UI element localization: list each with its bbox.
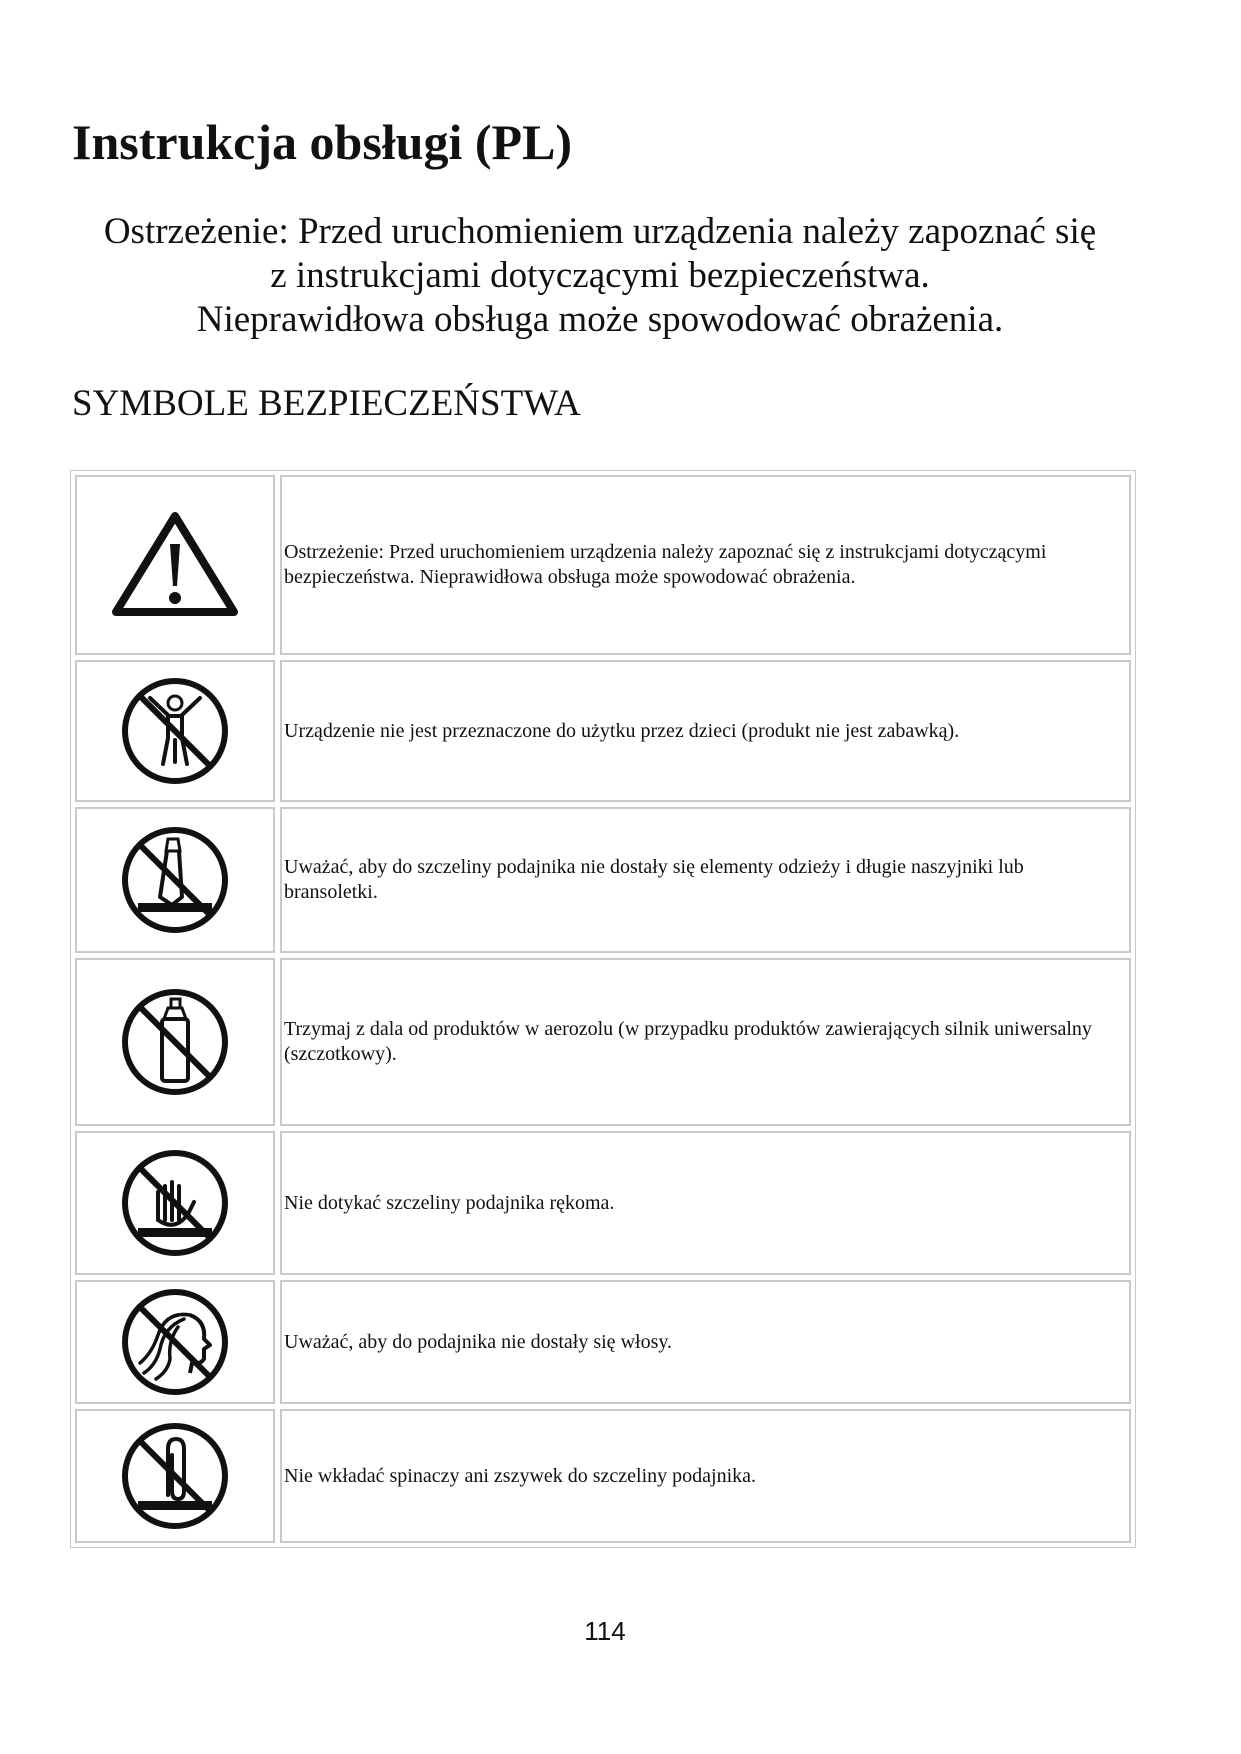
symbol-description: Uważać, aby do podajnika nie dostały się włosy.: [284, 1330, 673, 1353]
symbol-description: Nie dotykać szczeliny podajnika rękoma.: [284, 1191, 615, 1214]
warning-line: Nieprawidłowa obsługa może spowodować obrażenia.: [196, 299, 1004, 340]
symbol-description: Ostrzeżenie: Przed uruchomieniem urządzenia należy zapoznać się z instrukcjami dotyczącymi bezpieczeństwa. Nieprawidłowa obsługa może spowodować obrażenia.: [284, 541, 1047, 588]
icon-cell: [75, 807, 275, 953]
no-aerosol-icon: [120, 987, 230, 1097]
warning-line: z instrukcjami dotyczącymi bezpieczeństwa.: [270, 255, 930, 296]
symbol-description: Nie wkładać spinaczy ani zszywek do szczeliny podajnika.: [284, 1464, 757, 1487]
description-cell: [280, 807, 1131, 953]
table-row: [75, 1131, 1131, 1275]
no-children-icon: [120, 676, 230, 786]
icon-cell: [75, 660, 275, 802]
description-cell: [280, 1131, 1131, 1275]
no-hands-icon: [120, 1148, 230, 1258]
table-row: [75, 660, 1131, 802]
icon-cell: [75, 475, 275, 655]
no-paperclip-icon: [120, 1421, 230, 1531]
description-cell: [280, 1409, 1131, 1543]
description-cell: [280, 958, 1131, 1126]
icon-cell: [75, 1280, 275, 1404]
no-hair-icon: [120, 1287, 230, 1397]
table-row: [75, 1280, 1131, 1404]
page-title: Instrukcja obsługi (PL): [72, 114, 573, 170]
icon-cell: [75, 958, 275, 1126]
symbol-description: Trzymaj z dala od produktów w aerozolu (w przypadku produktów zawierających silnik uniwersalny (szczotkowy).: [284, 1018, 1092, 1065]
icon-cell: [75, 1131, 275, 1275]
symbol-description: Uważać, aby do szczeliny podajnika nie dostały się elementy odzieży i długie naszyjniki lub bransoletki.: [284, 856, 1024, 903]
description-cell: [280, 1280, 1131, 1404]
table-row: [75, 807, 1131, 953]
symbol-description: Urządzenie nie jest przeznaczone do użytku przez dzieci (produkt nie jest zabawką).: [284, 719, 960, 742]
table-row: [75, 1409, 1131, 1543]
no-tie-icon: [120, 825, 230, 935]
description-cell: [280, 660, 1131, 802]
table-row: [75, 958, 1131, 1126]
warning-line: Ostrzeżenie: Przed uruchomieniem urządzenia należy zapoznać się: [103, 211, 1097, 252]
warning-notice: [60, 210, 1140, 342]
section-heading: SYMBOLE BEZPIECZEŃSTWA: [72, 383, 581, 424]
safety-symbols-table: [70, 470, 1136, 1548]
page-number: 114: [584, 1616, 626, 1646]
icon-cell: [75, 1409, 275, 1543]
warning-triangle-icon: [110, 510, 240, 620]
description-cell: [280, 475, 1131, 655]
table-row: [75, 475, 1131, 655]
